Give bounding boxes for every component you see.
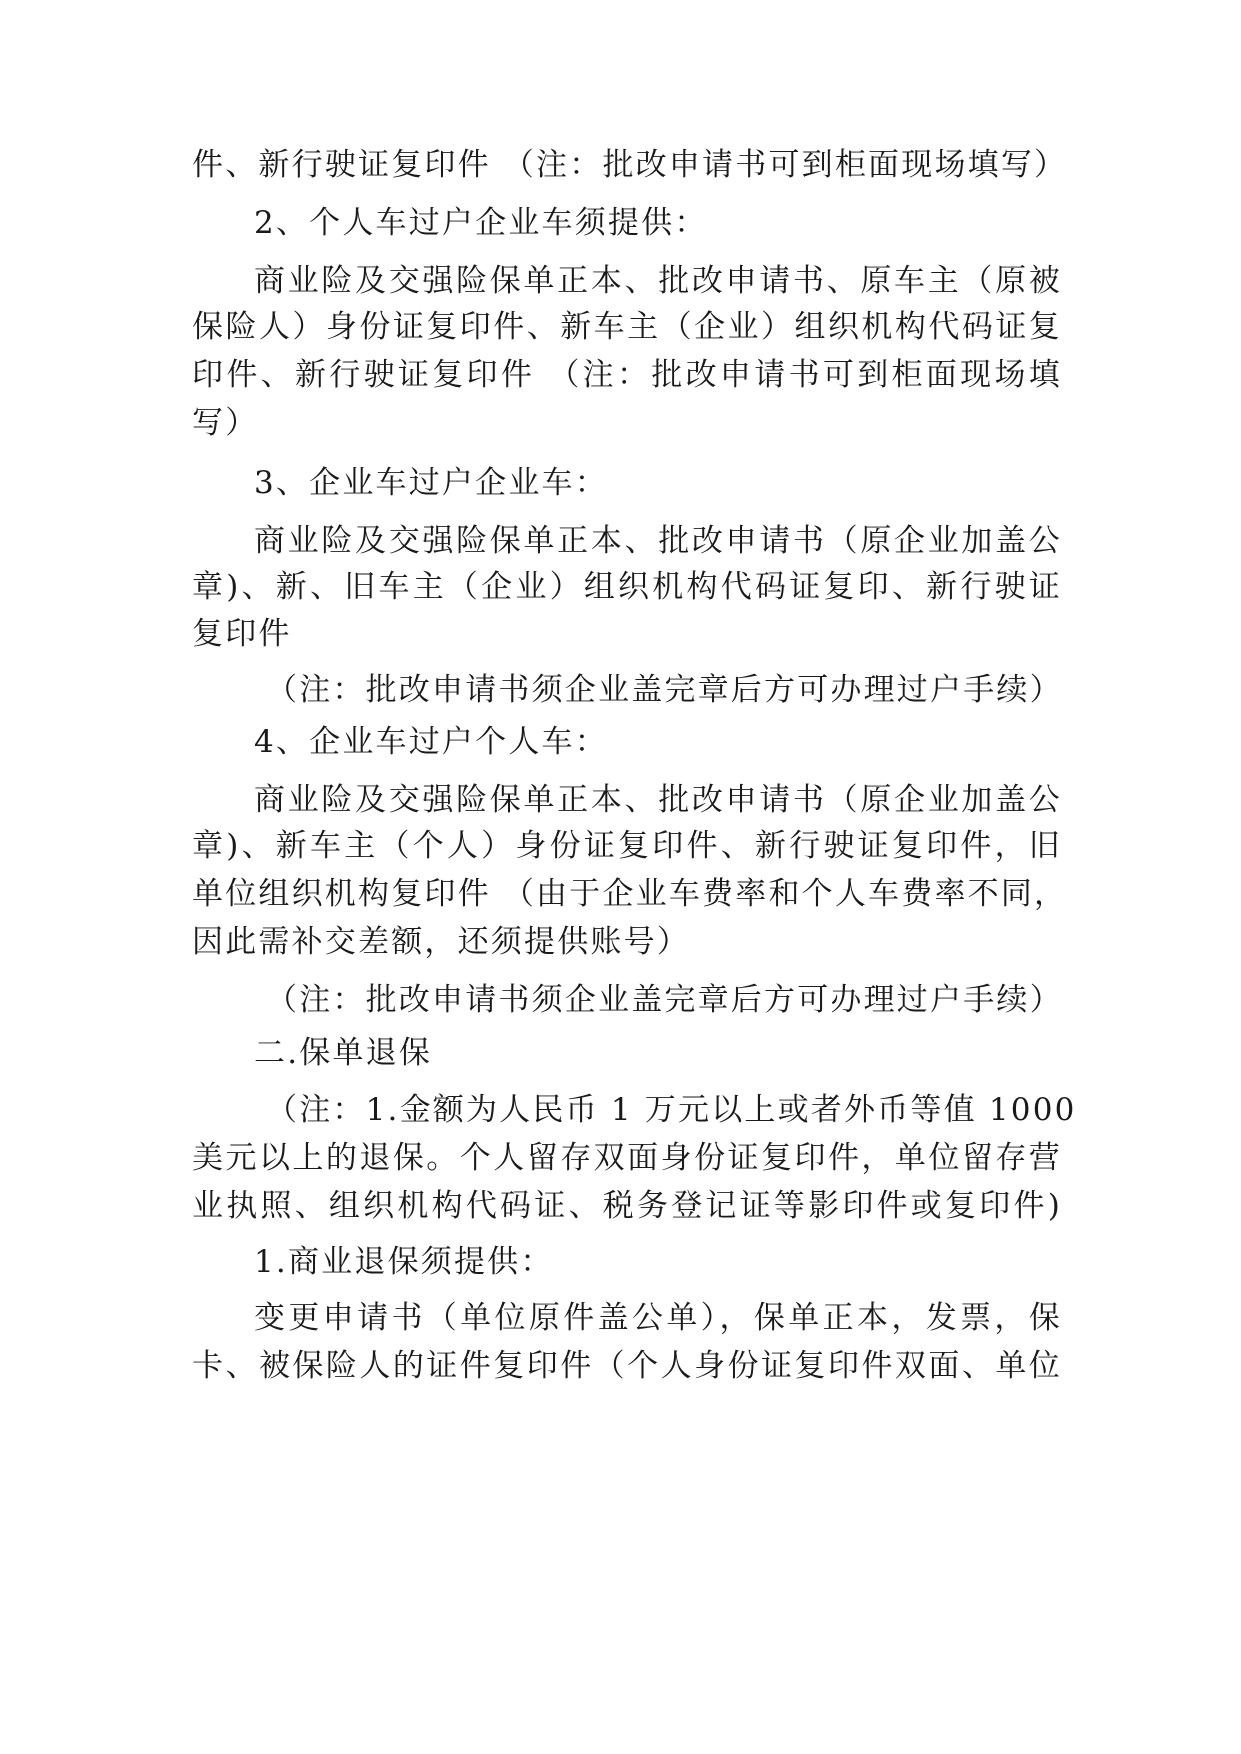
section-heading: 4、企业车过户个人车： xyxy=(254,724,608,760)
text-line: 件、新行驶证复印件 （注：批改申请书可到柜面现场填写） xyxy=(192,147,1068,183)
text-line: 章)、新车主（个人）身份证复印件、新行驶证复印件，旧 xyxy=(192,828,1062,864)
section-heading: 1.商业退保须提供： xyxy=(254,1244,554,1280)
text-line: 保险人）身份证复印件、新车主（企业）组织机构代码证复 xyxy=(192,309,1062,345)
text-line: 卡、被保险人的证件复印件（个人身份证复印件双面、单位 xyxy=(192,1348,1062,1384)
text-line: 复印件 xyxy=(192,616,292,652)
section-heading: 3、企业车过户企业车： xyxy=(254,465,608,501)
note-line: （注：批改申请书须企业盖完章后方可办理过户手续） xyxy=(266,982,1063,1018)
text-line: 单位组织机构复印件 （由于企业车费率和个人车费率不同， xyxy=(192,876,1068,912)
note-line: （注：批改申请书须企业盖完章后方可办理过户手续） xyxy=(266,672,1063,708)
text-line: 印件、新行驶证复印件 （注：批改申请书可到柜面现场填 xyxy=(192,357,1062,393)
section-heading: 2、个人车过户企业车须提供： xyxy=(254,205,708,241)
note-line: （注：1.金额为人民币 1 万元以上或者外币等值 1000 xyxy=(266,1092,1077,1128)
text-line: 商业险及交强险保单正本、批改申请书（原企业加盖公 xyxy=(254,782,1062,818)
text-line: 业执照、组织机构代码证、税务登记证等影印件或复印件) xyxy=(192,1188,1062,1224)
text-line: 变更申请书（单位原件盖公单），保单正本，发票，保 xyxy=(254,1300,1062,1336)
text-line: 因此需补交差额，还须提供账号） xyxy=(192,924,690,960)
text-line: 美元以上的退保。个人留存双面身份证复印件，单位留存营 xyxy=(192,1140,1062,1176)
text-line: 写） xyxy=(192,405,259,441)
text-line: 商业险及交强险保单正本、批改申请书（原企业加盖公 xyxy=(254,523,1062,559)
section-heading: 二.保单退保 xyxy=(254,1035,433,1071)
text-line: 商业险及交强险保单正本、批改申请书、原车主（原被 xyxy=(254,263,1062,299)
text-line: 章)、新、旧车主（企业）组织机构代码证复印、新行驶证 xyxy=(192,569,1062,605)
